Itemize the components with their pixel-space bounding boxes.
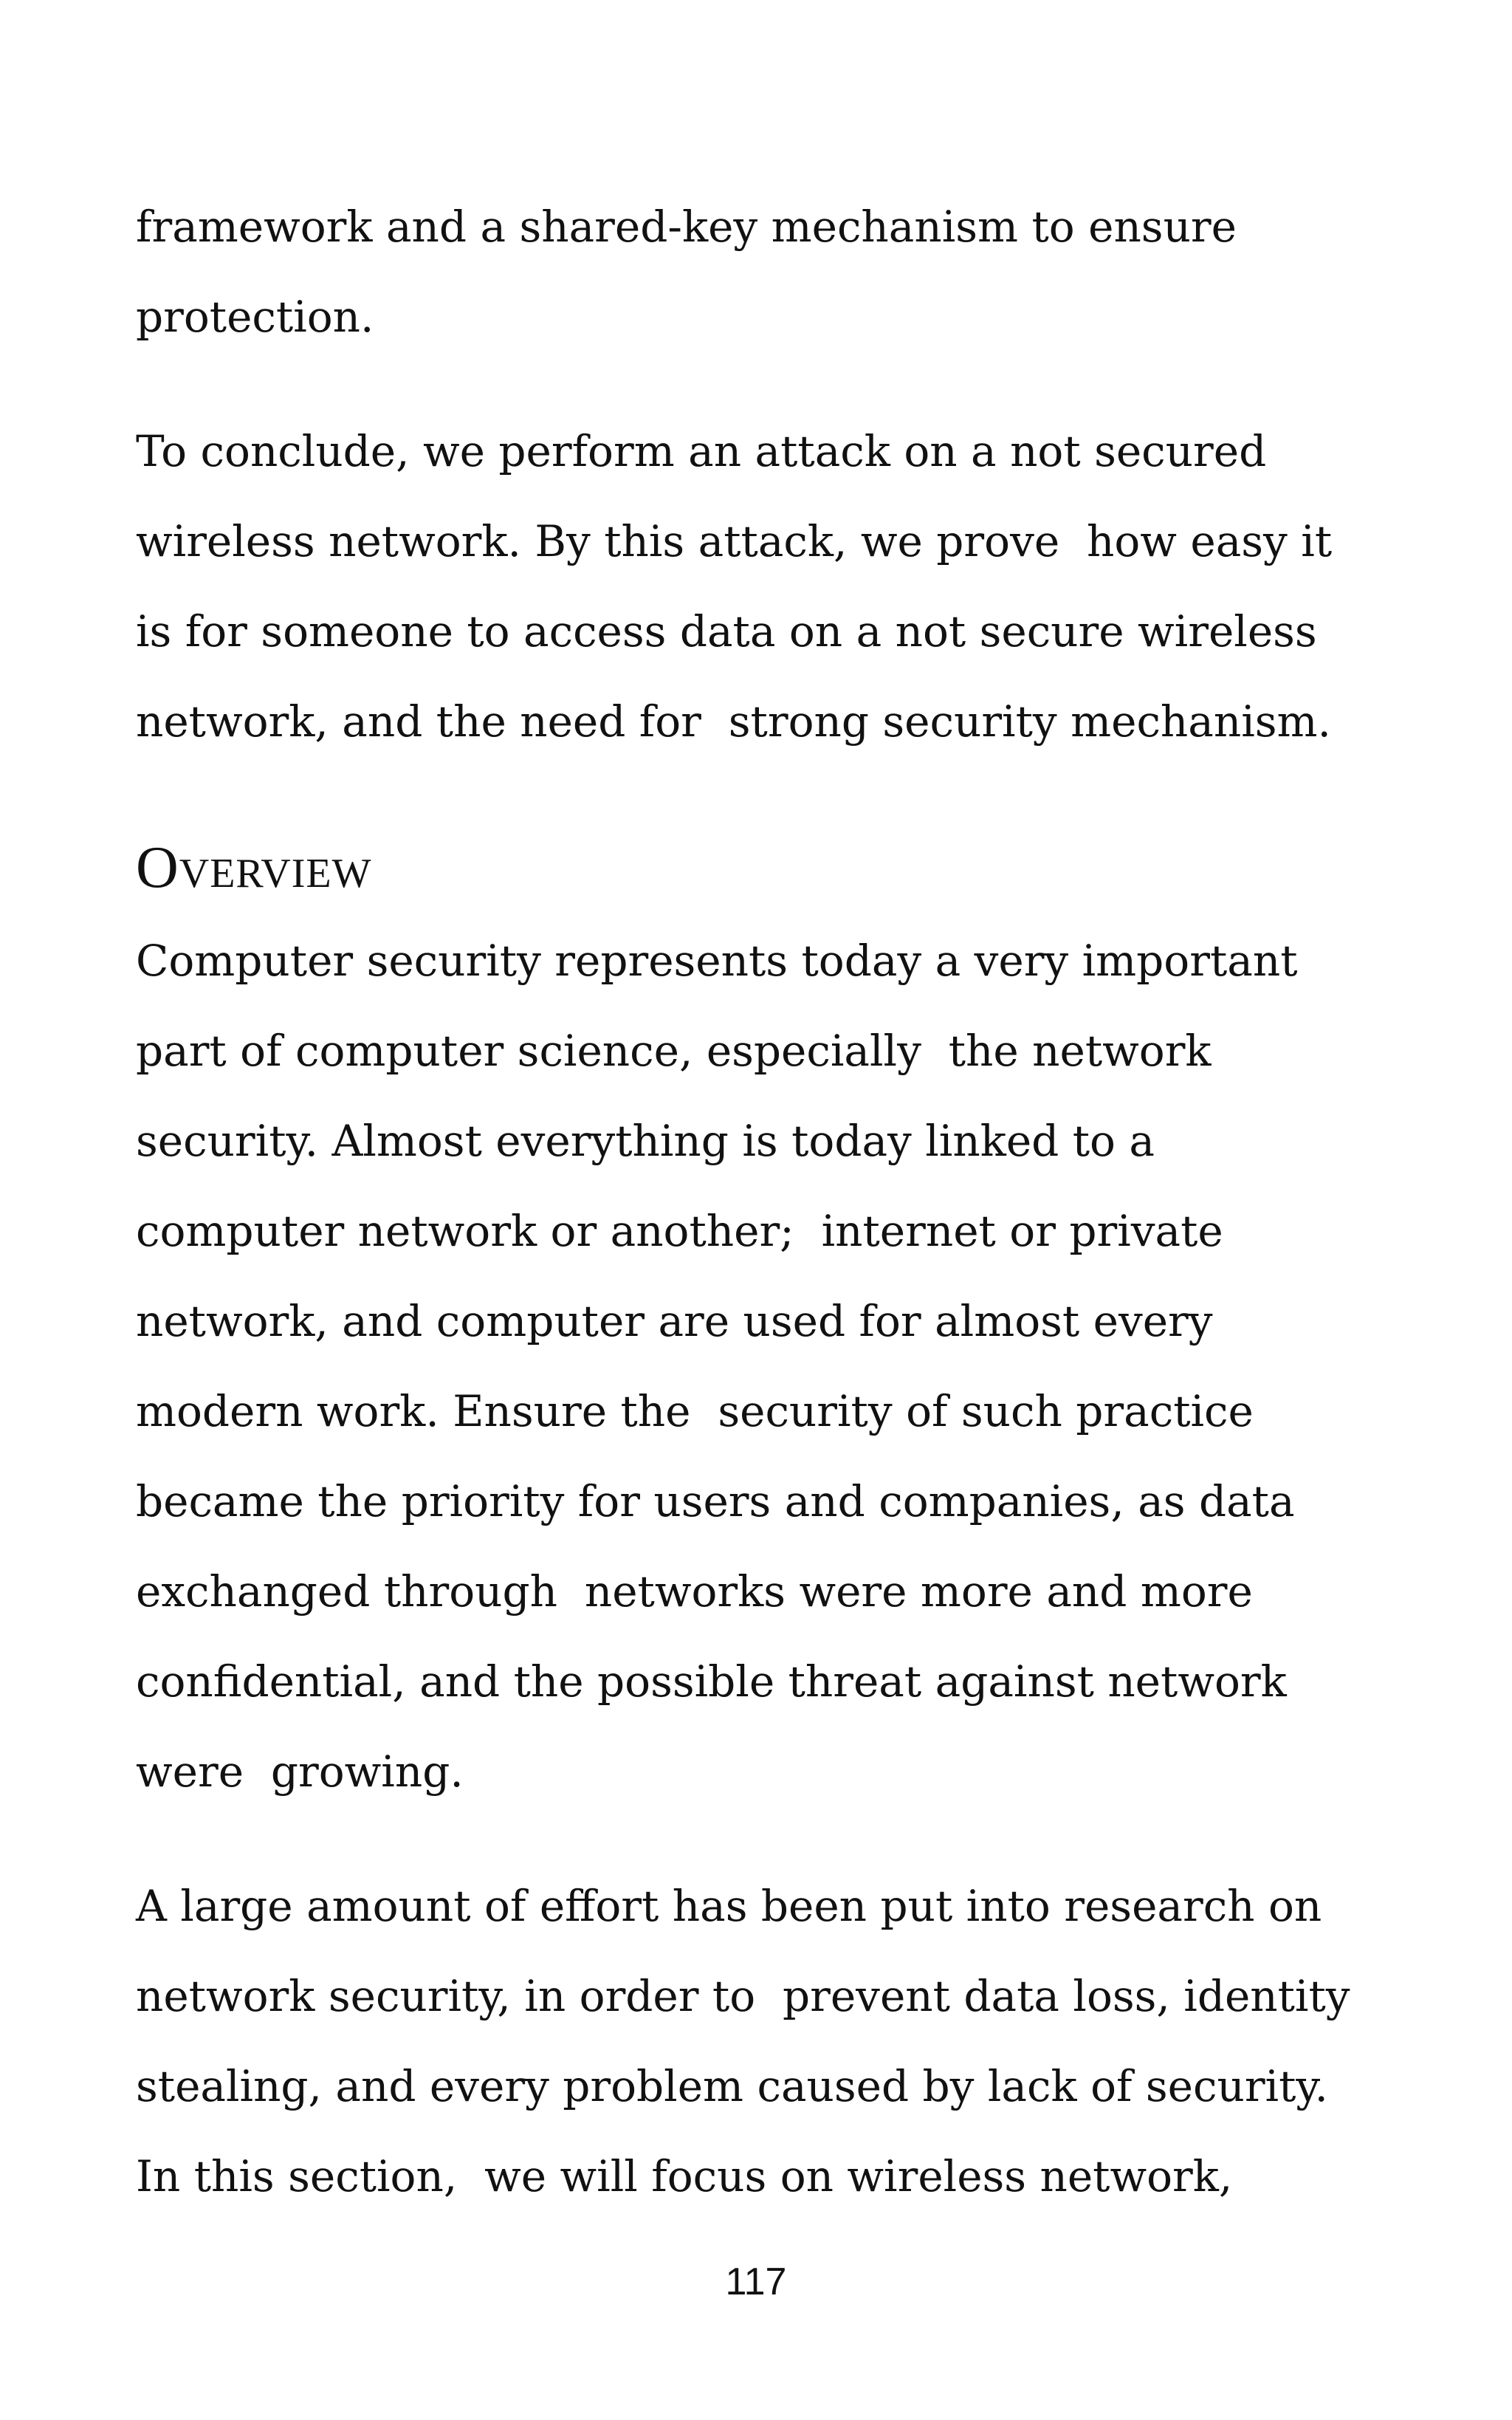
text-line: security. Almost everything is today linked to a <box>136 1116 1155 1166</box>
text-line: framework and a shared-key mechanism to ensure <box>136 202 1237 252</box>
text-line: computer network or another; internet or private <box>136 1206 1223 1256</box>
text-line: network, and computer are used for almost every <box>136 1296 1213 1346</box>
text-line: were growing. <box>136 1747 464 1797</box>
page-number: 117 <box>725 2260 787 2303</box>
text-line: part of computer science, especially the network <box>136 1026 1212 1076</box>
text-line: stealing, and every problem caused by lack of security. <box>136 2061 1328 2111</box>
text-line: To conclude, we perform an attack on a not secured <box>136 426 1267 476</box>
text-line: wireless network. By this attack, we prove how easy it <box>136 516 1333 566</box>
text-line: network, and the need for strong security mechanism. <box>136 696 1331 747</box>
text-line: became the priority for users and companies, as data <box>136 1476 1295 1526</box>
text-line: Computer security represents today a very important <box>136 936 1298 986</box>
text-line: modern work. Ensure the security of such practice <box>136 1386 1254 1436</box>
text-line: protection. <box>136 292 374 342</box>
section-heading: Overview <box>136 835 372 900</box>
text-line: is for someone to access data on a not secure wireless <box>136 606 1317 657</box>
text-line: network security, in order to prevent data loss, identity <box>136 1971 1350 2021</box>
text-line: confidential, and the possible threat against network <box>136 1656 1287 1707</box>
text-line: A large amount of effort has been put into research on <box>136 1881 1322 1931</box>
text-line: In this section, we will focus on wireless network, <box>136 2151 1233 2201</box>
text-line: exchanged through networks were more and more <box>136 1566 1253 1617</box>
